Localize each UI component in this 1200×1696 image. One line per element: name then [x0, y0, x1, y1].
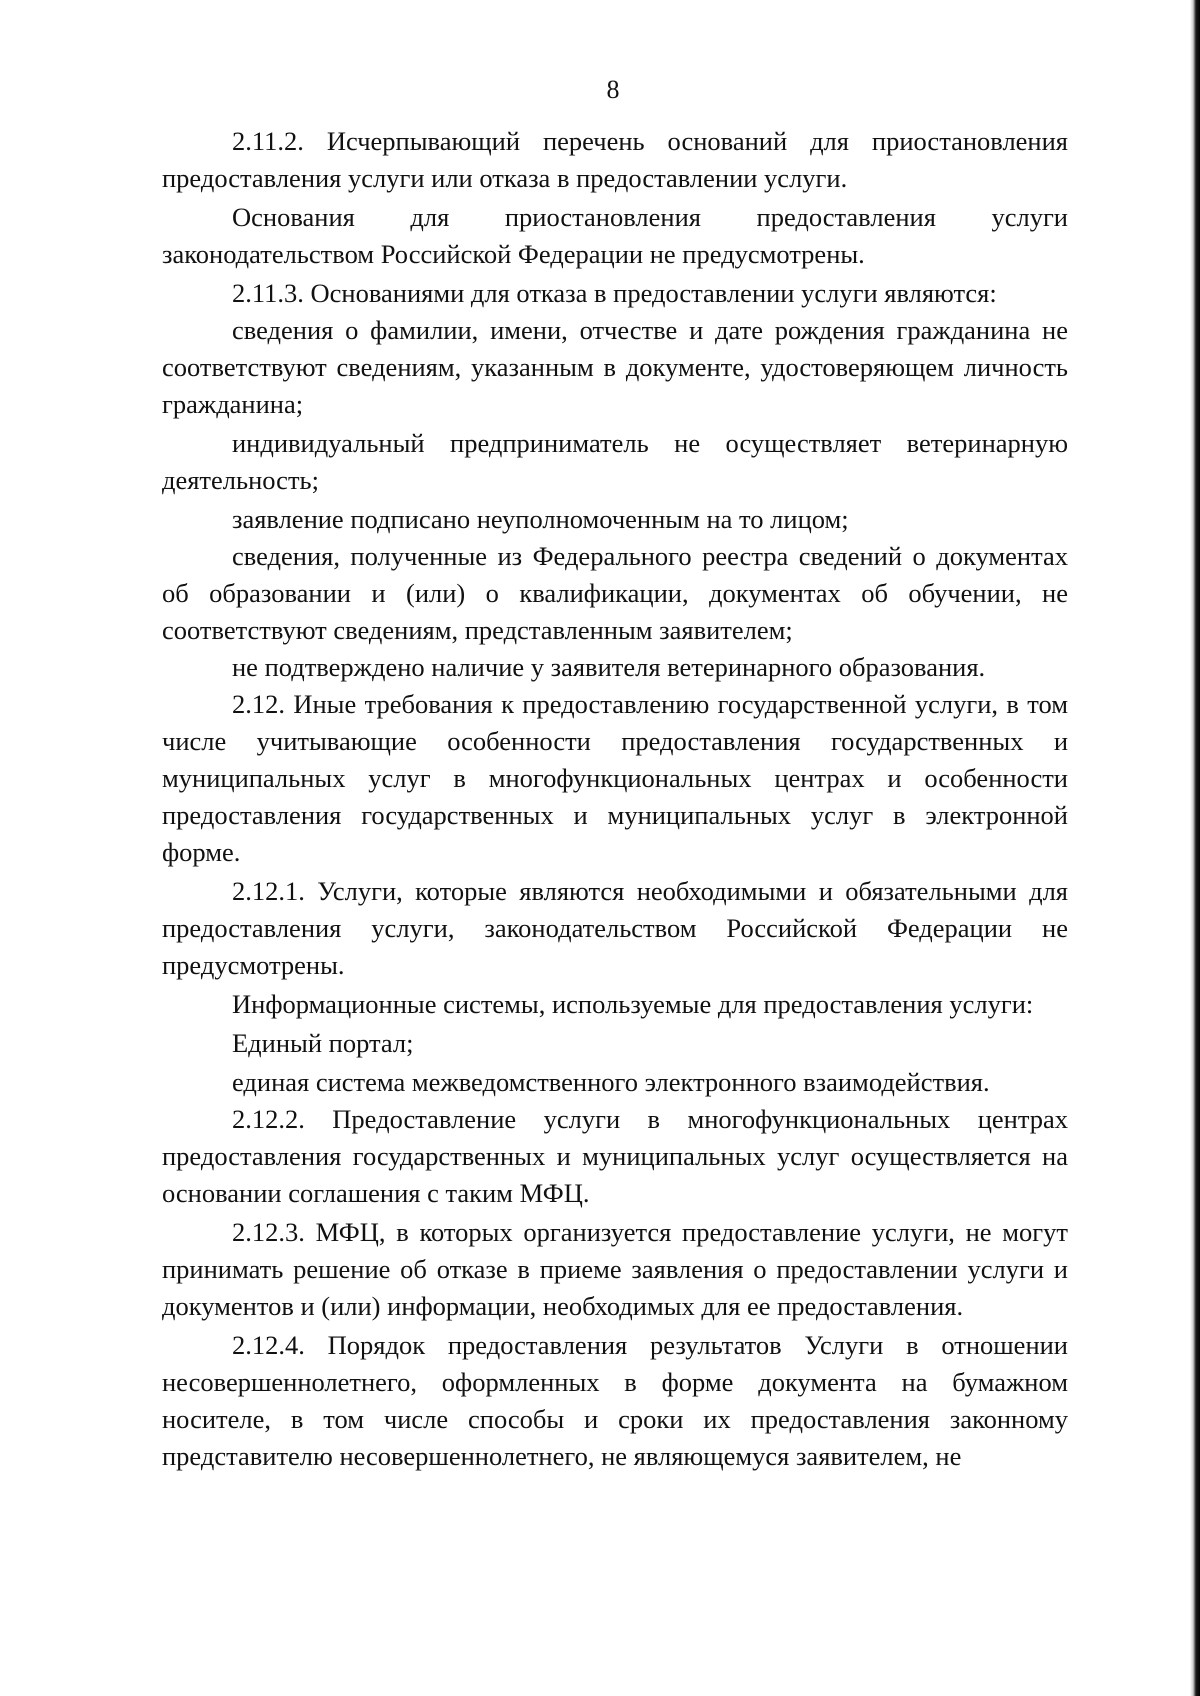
- paragraph-information-systems: Информационные системы, используемые для предоставления услуги:: [232, 989, 1034, 1019]
- paragraph-2-11-3: 2.11.3. Основаниями для отказа в предоставлении услуги являются:: [232, 278, 997, 308]
- page-number: 8: [606, 75, 620, 104]
- list-item-no-veterinary-activity: индивидуальный предприниматель не осуществляет ветеринарную деятельность;: [162, 428, 1068, 495]
- paragraph-2-12-4: 2.12.4. Порядок предоставления результатов Услуги в отношении несовершеннолетнего, оформленных в форме документа на бумажном носителе, в том числе способы и сроки их предоставления законному представителю несовершеннолетнего, не являющемуся заявителем, не: [162, 1330, 1068, 1471]
- document-body: [162, 123, 1068, 1475]
- list-item-personal-data-mismatch: сведения о фамилии, имени, отчестве и дате рождения гражданина не соответствуют сведениям, указанным в документе, удостоверяющем личность гражданина;: [162, 315, 1068, 419]
- list-item-unauthorized-signature: заявление подписано неуполномоченным на то лицом;: [232, 504, 849, 534]
- paragraph-suspension-grounds: Основания для приостановления предоставления услуги законодательством Российской Федерации не предусмотрены.: [162, 202, 1068, 269]
- list-item-registry-mismatch: сведения, полученные из Федерального реестра сведений о документах об образовании и (или) о квалификации, документах об обучении, не соответствуют сведениям, представленным заявителем;: [162, 541, 1068, 645]
- paragraph-2-12-2: 2.12.2. Предоставление услуги в многофункциональных центрах предоставления государственных и муниципальных услуг осуществляется на основании соглашения с таким МФЦ.: [162, 1104, 1068, 1208]
- paragraph-2-11-2: 2.11.2. Исчерпывающий перечень оснований для приостановления предоставления услуги или отказа в предоставлении услуги.: [162, 126, 1068, 193]
- paragraph-2-12-1: 2.12.1. Услуги, которые являются необходимыми и обязательными для предоставления услуги, законодательством Российской Федерации не предусмотрены.: [162, 876, 1068, 980]
- list-item-unified-portal: Единый портал;: [232, 1028, 414, 1058]
- scan-edge-shadow: [1190, 0, 1200, 1696]
- list-item-interagency-system: единая система межведомственного электронного взаимодействия.: [232, 1067, 990, 1097]
- paragraph-2-12: 2.12. Иные требования к предоставлению государственной услуги, в том числе учитывающие особенности предоставления государственных и муниципальных услуг в многофункциональных центрах и особенности предоставления государственных и муниципальных услуг в электронной форме.: [162, 689, 1068, 867]
- list-item-no-veterinary-education: не подтверждено наличие у заявителя ветеринарного образования.: [232, 652, 986, 682]
- paragraph-2-12-3: 2.12.3. МФЦ, в которых организуется предоставление услуги, не могут принимать решение об отказе в приеме заявления о предоставлении услуги и документов и (или) информации, необходимых для ее предоставления.: [162, 1217, 1068, 1321]
